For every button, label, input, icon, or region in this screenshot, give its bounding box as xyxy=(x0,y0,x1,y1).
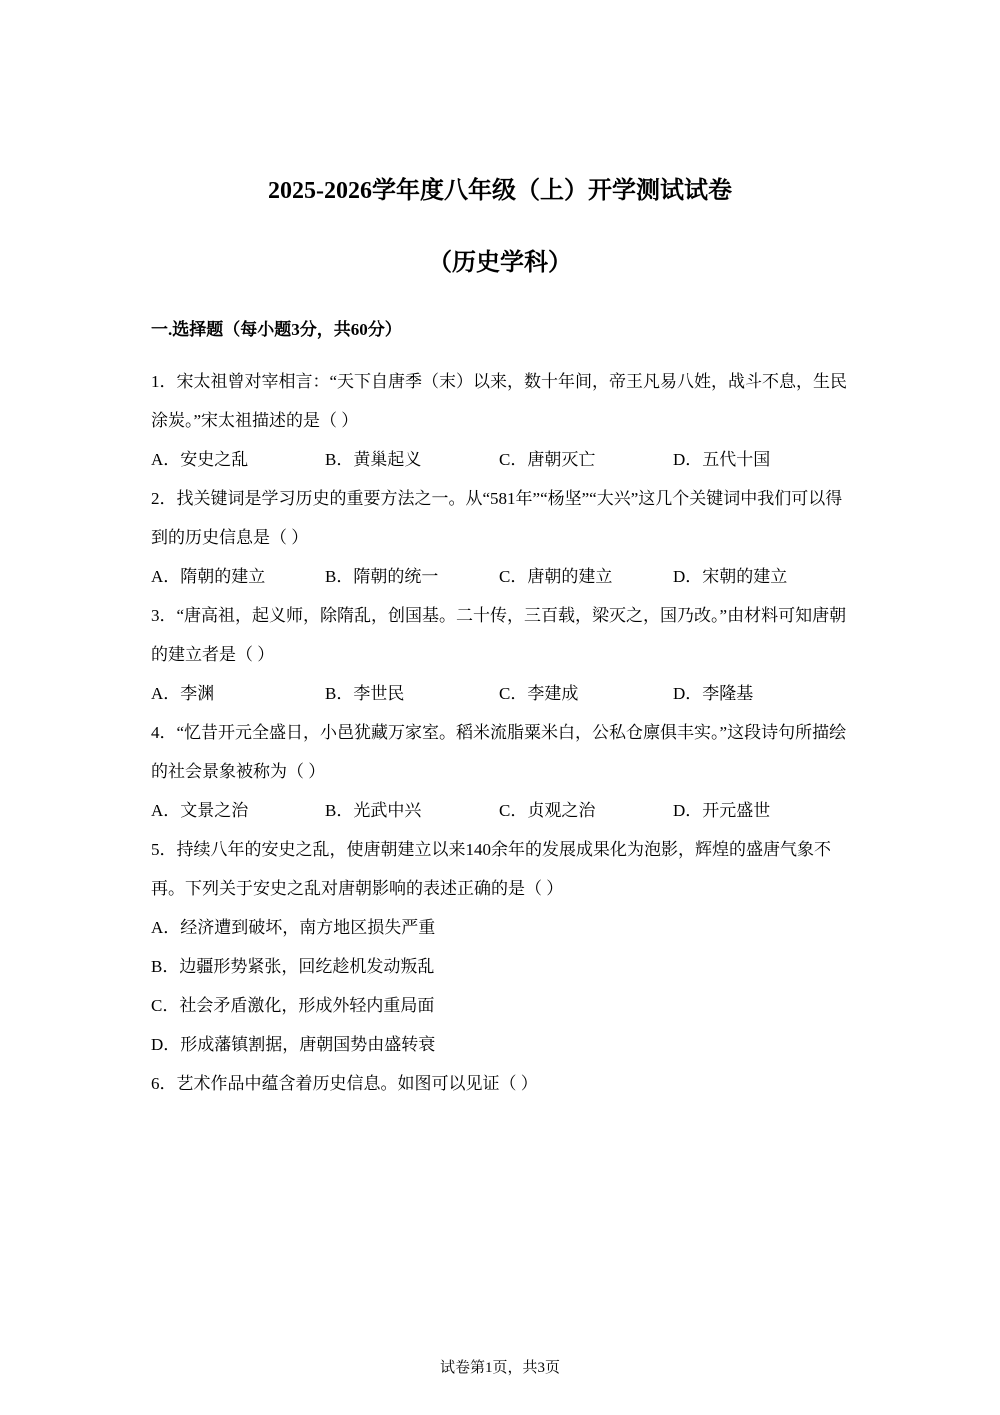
question-2 xyxy=(151,479,851,596)
options-row xyxy=(151,440,851,479)
question-5 xyxy=(151,830,851,1064)
options-row xyxy=(151,557,851,596)
option-d: D．五代十国 xyxy=(673,450,771,469)
question-text: 1．宋太祖曾对宰相言：“天下自唐季（末）以来，数十年间，帝王凡易八姓，战斗不息，生民涂炭。”宋太祖描述的是（ ） xyxy=(151,372,848,430)
option-b: B．李世民 xyxy=(325,684,405,703)
option-a: A．经济遭到破坏，南方地区损失严重 xyxy=(151,918,436,937)
option-c: C．唐朝灭亡 xyxy=(499,450,596,469)
question-6 xyxy=(151,1064,851,1103)
option-d: D．形成藩镇割据，唐朝国势由盛转衰 xyxy=(151,1035,436,1054)
option-b: B．隋朝的统一 xyxy=(325,567,439,586)
option-d: D．宋朝的建立 xyxy=(673,567,788,586)
exam-title: 2025-2026学年度八年级（上）开学测试试卷 xyxy=(268,178,732,204)
options-row xyxy=(151,674,851,713)
option-b: B．光武中兴 xyxy=(325,801,422,820)
page-footer: 试卷第1页，共3页 xyxy=(439,1360,560,1376)
question-text: 6．艺术作品中蕴含着历史信息。如图可以见证（ ） xyxy=(151,1074,538,1093)
option-b: B．黄巢起义 xyxy=(325,450,422,469)
question-4 xyxy=(151,713,851,830)
option-c: C．贞观之治 xyxy=(499,801,596,820)
option-d: D．开元盛世 xyxy=(673,801,771,820)
question-text: 4．“忆昔开元全盛日，小邑犹藏万家室。稻米流脂粟米白，公私仓廪俱丰实。”这段诗句所描绘的社会景象被称为（ ） xyxy=(151,723,847,781)
option-d: D．李隆基 xyxy=(673,684,754,703)
option-b: B．边疆形势紧张，回纥趁机发动叛乱 xyxy=(151,957,435,976)
exam-subtitle: （历史学科） xyxy=(428,250,572,276)
option-a: A．李渊 xyxy=(151,684,215,703)
option-a: A．隋朝的建立 xyxy=(151,567,266,586)
question-text: 5．持续八年的安史之乱，使唐朝建立以来140余年的发展成果化为泡影，辉煌的盛唐气象不再。下列关于安史之乱对唐朝影响的表述正确的是（ ） xyxy=(151,840,831,898)
section-heading: 一.选择题（每小题3分，共60分） xyxy=(151,320,402,339)
question-text: 2．找关键词是学习历史的重要方法之一。从“581年”“杨坚”“大兴”这几个关键词中我们可以得到的历史信息是（ ） xyxy=(151,489,843,547)
option-c: C．社会矛盾激化，形成外轻内重局面 xyxy=(151,996,435,1015)
option-a: A．安史之乱 xyxy=(151,450,249,469)
options-row xyxy=(151,791,851,830)
question-1 xyxy=(151,362,851,479)
option-a: A．文景之治 xyxy=(151,801,249,820)
question-3 xyxy=(151,596,851,713)
option-c: C．唐朝的建立 xyxy=(499,567,613,586)
option-c: C．李建成 xyxy=(499,684,579,703)
question-text: 3．“唐高祖，起义师，除隋乱，创国基。二十传，三百载，梁灭之，国乃改。”由材料可知唐朝的建立者是（ ） xyxy=(151,606,847,664)
